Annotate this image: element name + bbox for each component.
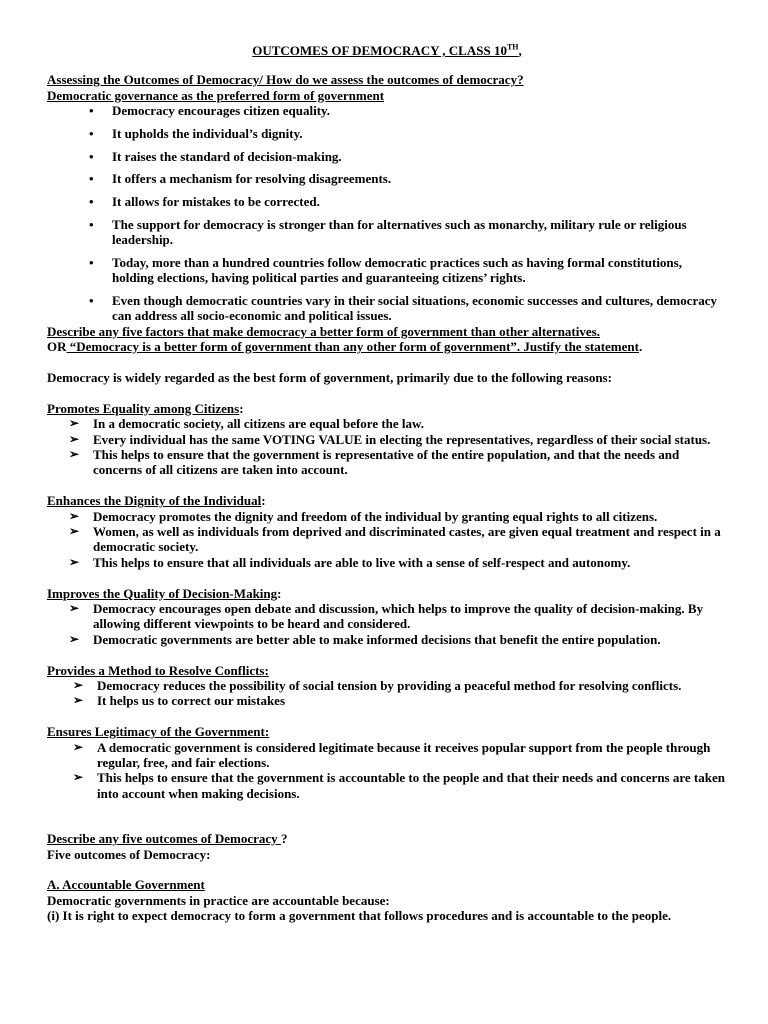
list-item: ➢ Women, as well as individuals from deprived and discriminated castes, are given equal treatment and respect in a democratic society.: [69, 524, 721, 555]
list-item: • It allows for mistakes to be corrected.: [89, 194, 320, 210]
conflicts-point-list: [47, 678, 727, 709]
bullet-icon: •: [89, 148, 94, 164]
factor-heading-dignity: Enhances the Dignity of the Individual:: [47, 493, 266, 509]
list-item: ➢ Democratic governments are better able to make informed decisions that benefit the entire population.: [69, 631, 661, 647]
list-item: ➢ A democratic government is considered legitimate because it receives popular support from the people through regular, free, and fair elections.: [73, 739, 711, 771]
arrow-bullet-icon: ➢: [73, 693, 84, 708]
list-item: ➢ Democracy encourages open debate and discussion, which helps to improve the quality of decision-making. By allowing different viewpoints to be heard and considered.: [69, 601, 704, 632]
bullet-icon: •: [89, 103, 94, 119]
list-item: ➢ Democracy reduces the possibility of social tension by providing a peaceful method for resolving conflicts.: [73, 678, 682, 694]
arrow-bullet-icon: ➢: [73, 770, 84, 785]
list-item: ➢ This helps to ensure that the government is accountable to the people and that their needs and concerns are taken into account when making decisions.: [73, 770, 725, 801]
accountable-intro: Democratic governments in practice are accountable because:: [47, 892, 390, 908]
bullet-icon: •: [89, 254, 94, 270]
arrow-bullet-icon: ➢: [69, 431, 80, 446]
list-item: ➢ This helps to ensure that the government is representative of the entire population, and that the needs and concerns of all citizens are taken into account.: [69, 446, 680, 478]
arrow-bullet-icon: ➢: [69, 524, 80, 538]
factor-heading-conflicts: Provides a Method to Resolve Conflicts:: [47, 662, 269, 678]
accountable-point-1: (i) It is right to expect democracy to form a government that follows procedures and is accountable to the people.: [47, 908, 672, 924]
arrow-bullet-icon: ➢: [73, 739, 84, 754]
answer-intro: Democracy is widely regarded as the best form of government, primarily due to the following reasons:: [47, 369, 612, 385]
bullet-icon: •: [89, 125, 94, 141]
arrow-bullet-icon: ➢: [69, 554, 80, 569]
governance-bullet-list: [47, 103, 727, 324]
equality-point-list: [47, 416, 727, 478]
document-page: [47, 40, 727, 924]
list-item: ➢ Democracy promotes the dignity and freedom of the individual by granting equal rights to all citizens.: [69, 508, 658, 524]
list-item: • Today, more than a hundred countries follow democratic practices such as having formal constitutions, holding elections, having political parties and guaranteeing citizens’ rights.: [89, 254, 682, 286]
list-item: ➢ It helps us to correct our mistakes: [73, 693, 286, 709]
list-item: • The support for democracy is stronger than for alternatives such as monarchy, military rule or religious leadership.: [89, 216, 687, 248]
list-item: • It upholds the individual’s dignity.: [89, 125, 303, 141]
arrow-bullet-icon: ➢: [69, 601, 80, 616]
factor-heading-legitimacy: Ensures Legitimacy of the Government:: [47, 724, 270, 740]
list-item: ➢ This helps to ensure that all individuals are able to live with a sense of self-respect and autonomy.: [69, 554, 631, 570]
bullet-icon: •: [89, 216, 94, 232]
bullet-icon: •: [89, 171, 94, 187]
arrow-bullet-icon: ➢: [73, 678, 84, 693]
list-item: ➢ In a democratic society, all citizens are equal before the law.: [69, 416, 424, 432]
arrow-bullet-icon: ➢: [69, 631, 80, 646]
bullet-icon: •: [89, 292, 94, 308]
arrow-bullet-icon: ➢: [69, 416, 80, 431]
factor-heading-decision-making: Improves the Quality of Decision-Making:: [47, 585, 282, 601]
outcome-heading-accountable: A. Accountable Government: [47, 877, 205, 893]
question-five-outcomes: Describe any five outcomes of Democracy ?: [47, 831, 288, 847]
list-item: • Even though democratic countries vary in their social situations, economic successes and cultures, democracy can address all socio-economic and political issues.: [89, 292, 718, 324]
list-item: • It raises the standard of decision-making.: [89, 148, 342, 164]
list-item: • It offers a mechanism for resolving disagreements.: [89, 171, 392, 187]
list-item: ➢ Every individual has the same VOTING VALUE in electing the representatives, regardless of their social status.: [69, 431, 711, 447]
factor-heading-equality: Promotes Equality among Citizens:: [47, 400, 244, 416]
section-subheading-governance: Democratic governance as the preferred form of government: [47, 87, 385, 103]
question-five-factors: Describe any five factors that make democracy a better form of government than other alternatives.: [47, 323, 600, 339]
list-item: • Democracy encourages citizen equality.: [89, 103, 331, 119]
dignity-point-list: [47, 509, 727, 571]
five-outcomes-label: Five outcomes of Democracy:: [47, 846, 211, 862]
page-title: OUTCOMES OF DEMOCRACY , CLASS 10TH,: [252, 42, 522, 58]
bullet-icon: •: [89, 194, 94, 210]
legitimacy-point-list: [47, 740, 727, 802]
question-justify-statement: OR “Democracy is a better form of government than any other form of government”. Justify the statement.: [47, 339, 643, 355]
arrow-bullet-icon: ➢: [69, 508, 80, 523]
arrow-bullet-icon: ➢: [69, 446, 80, 461]
decision-making-point-list: [47, 601, 727, 647]
section-heading-assessing: Assessing the Outcomes of Democracy/ How do we assess the outcomes of democracy?: [47, 72, 524, 88]
